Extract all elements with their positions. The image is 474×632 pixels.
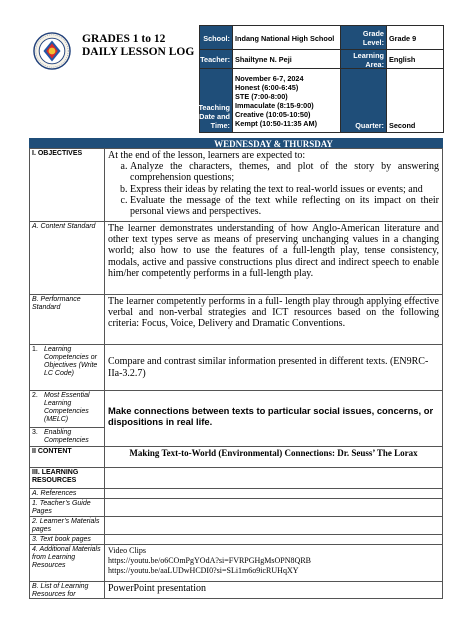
- additional-materials-label: 4. Additional Materials from Learning Resources: [29, 544, 105, 582]
- additional-materials-row: [29, 544, 443, 582]
- competency-1-label-cell: [29, 344, 105, 391]
- document-title: [82, 33, 194, 59]
- teacher-value: Shailtyne N. Peji: [232, 49, 341, 70]
- competency-3-cell: [104, 427, 443, 447]
- header-info-grid: [199, 25, 443, 132]
- video-link[interactable]: https://youtu.be/o6COmPgYOdA?si=FVRPGHgMsOPN8QRB: [108, 556, 311, 565]
- objectives-label: I. OBJECTIVES: [29, 148, 105, 222]
- additional-materials-cell: [104, 544, 443, 582]
- quarter-label: Quarter:: [340, 68, 387, 133]
- learners-materials-row: [29, 516, 443, 535]
- competency-1-text: Compare and contrast similar information presented in different texts. (EN9RC-IIa-3.2.7): [108, 356, 429, 379]
- additional-materials-heading: Video Clips: [108, 546, 146, 555]
- performance-standard-text: The learner competently performs in a full- length play through applying effective verbal and non-verbal strategies and ICT resources based on the following criteria: Focus, Voice, Delivery and Dramatic Conventions.: [104, 294, 443, 345]
- competency-1-number: 1.: [32, 346, 38, 353]
- learning-resources-row: [29, 467, 443, 489]
- competency-2-cell: [104, 390, 443, 428]
- grade-level-value: Grade 9: [386, 25, 444, 51]
- competency-3-row: [29, 427, 443, 447]
- content-standard-text: The learner demonstrates understanding of how Anglo-American literature and other text types serve as means of preserving unchanging values in a changing world; also how to use the features of a full-length play, tense consistency, modals, active and passive constructions plus direct and indirect speech to enable him/her competently performs in a full-length play.: [104, 221, 443, 295]
- learning-resources-label: III. LEARNING RESOURCES: [29, 467, 105, 489]
- lesson-log-header: [31, 25, 443, 132]
- other-resources-label: B. List of Learning Resources for: [29, 581, 105, 599]
- competency-1-row: [29, 344, 443, 391]
- teaching-line: Creative (10:05-10:50): [235, 109, 311, 119]
- learning-area-value: English: [386, 49, 444, 70]
- objectives-list: [108, 161, 439, 217]
- competency-3-label-cell: [29, 427, 105, 447]
- content-standard-row: [29, 221, 443, 295]
- grade-level-label: Grade Level:: [340, 25, 387, 51]
- competency-2-row: [29, 390, 443, 428]
- deped-seal-icon: [33, 32, 71, 70]
- video-link[interactable]: https://youtu.be/aaLUDwHCDI0?si=SLi1m6o9icRUHqXY: [108, 566, 299, 575]
- teaching-line: STE (7:00-8:00): [235, 91, 288, 101]
- competency-2-number: 2.: [32, 392, 38, 399]
- competency-3-label-wrap: [32, 429, 102, 445]
- content-row: [29, 446, 443, 468]
- objectives-intro: At the end of the lesson, learners are expected to:: [108, 150, 306, 161]
- learning-resources-cell: [104, 467, 443, 489]
- teaching-date-label: Teaching Date and Time:: [199, 68, 233, 133]
- teaching-line: Kempt (10:50-11:35 AM): [235, 118, 318, 128]
- learners-materials-label: 2. Learner’s Materials pages: [29, 516, 105, 535]
- quarter-value: Second: [386, 68, 444, 133]
- day-banner-text: WEDNESDAY & THURSDAY: [104, 138, 443, 149]
- school-label: School:: [199, 25, 233, 51]
- references-label: A. References: [29, 488, 105, 499]
- performance-standard-row: [29, 294, 443, 345]
- competency-1-cell: [104, 344, 443, 391]
- teaching-line: Immaculate (8:15-9:00): [235, 100, 314, 110]
- teaching-line: November 6-7, 2024: [235, 73, 304, 83]
- competency-2-label: Most Essential Learning Competencies (MELC): [44, 392, 90, 423]
- textbook-label: 3. Text book pages: [29, 534, 105, 545]
- title-line-1: GRADES 1 to 12: [82, 33, 166, 45]
- learning-area-label: Learning Area:: [340, 49, 387, 70]
- content-standard-label: A. Content Standard: [29, 221, 105, 295]
- content-label: II CONTENT: [29, 446, 105, 468]
- learners-materials-cell: [104, 516, 443, 535]
- teaching-line: Honest (6:00-6:45): [235, 82, 299, 92]
- objectives-cell: [104, 148, 443, 222]
- school-value: Indang National High School: [232, 25, 341, 51]
- competency-3-number: 3.: [32, 429, 38, 436]
- other-resources-text: PowerPoint presentation: [104, 581, 443, 599]
- teachers-guide-cell: [104, 498, 443, 517]
- objective-item: c. Evaluate the message of the text while reflecting on its impact on their personal views and perspectives.: [130, 195, 439, 217]
- competency-2-text: Make connections between texts to particular social issues, concerns, or dispositions in real life.: [108, 405, 434, 427]
- title-line-2: DAILY LESSON LOG: [82, 46, 195, 58]
- objective-item: a. Analyze the characters, themes, and plot of the story by answering comprehension questions;: [130, 161, 439, 183]
- other-resources-row: [29, 581, 443, 599]
- objectives-row: [29, 148, 443, 222]
- performance-standard-label: B. Performance Standard: [29, 294, 105, 345]
- competency-2-label-cell: [29, 390, 105, 428]
- teacher-label: Teacher:: [199, 49, 233, 70]
- content-text: Making Text-to-World (Environmental) Connections: Dr. Seuss’ The Lorax: [104, 446, 443, 468]
- teaching-date-value: [232, 68, 341, 133]
- teachers-guide-row: [29, 498, 443, 517]
- competency-3-label: Enabling Competencies: [44, 429, 89, 444]
- objective-item: b. Express their ideas by relating the text to real-world issues or events; and: [130, 184, 439, 195]
- competency-1-label: Learning Competencies or Objectives (Write LC Code): [44, 346, 98, 377]
- competency-2-label-wrap: [32, 392, 102, 424]
- teachers-guide-label: 1. Teacher’s Guide Pages: [29, 498, 105, 517]
- competency-1-label-wrap: [32, 346, 102, 378]
